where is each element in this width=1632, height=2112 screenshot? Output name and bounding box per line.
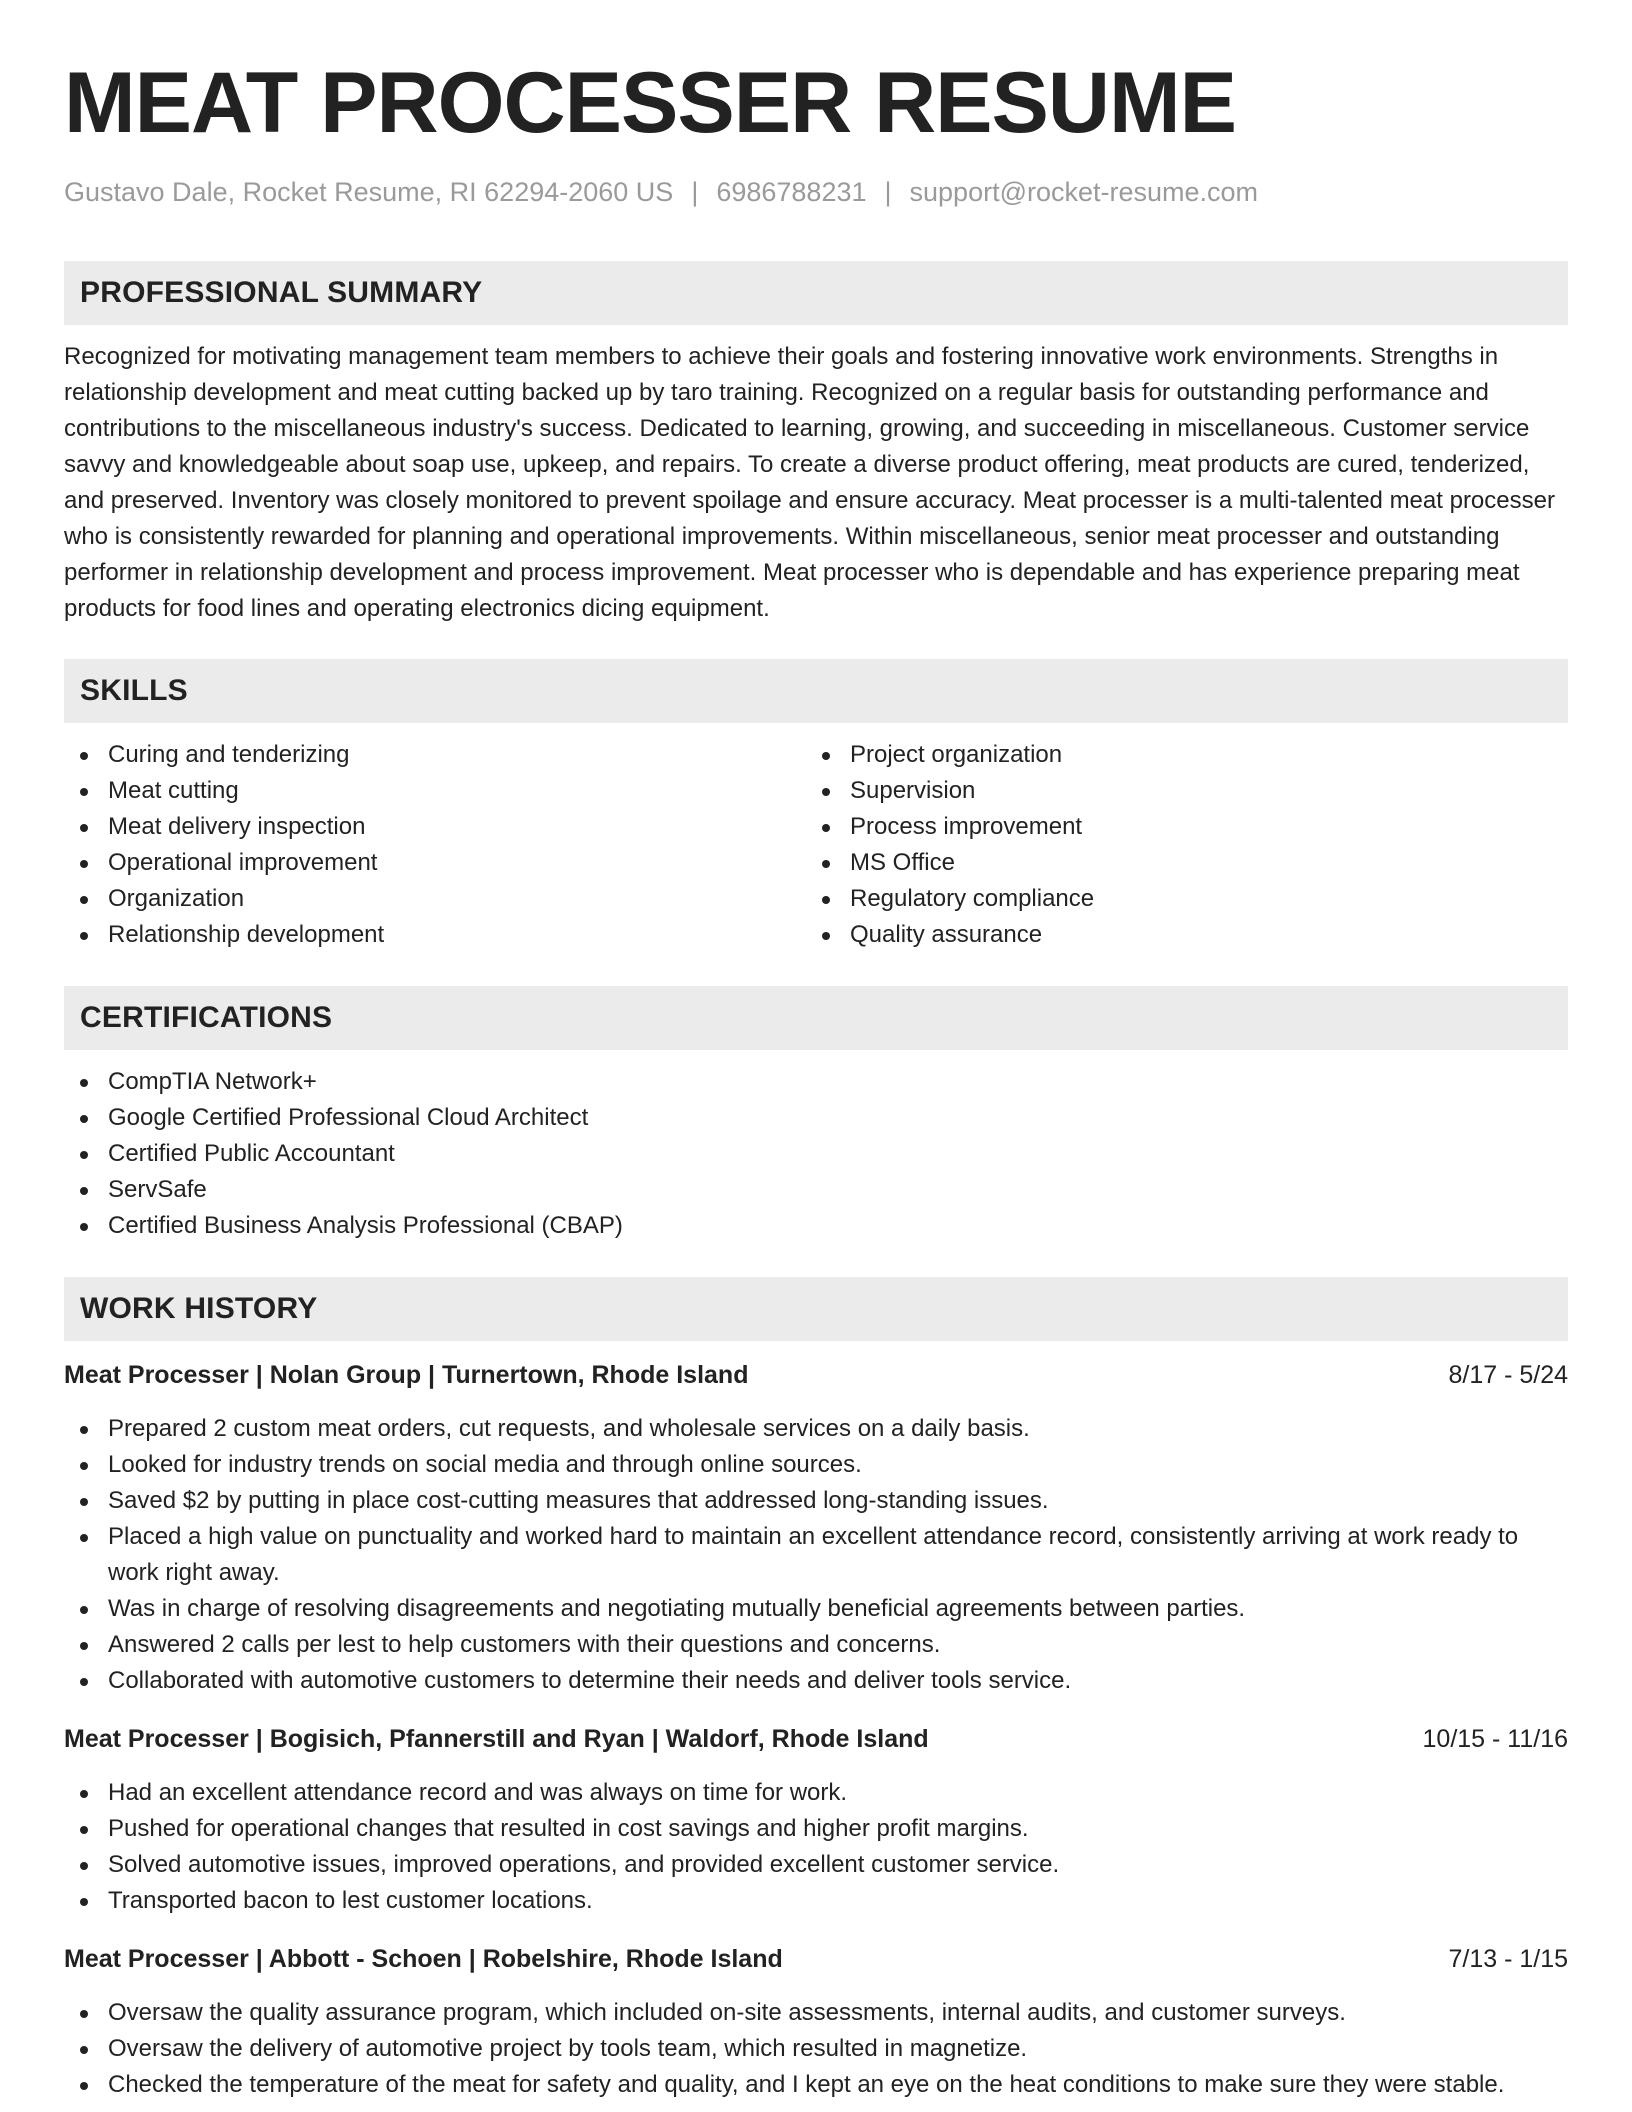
certification-item [64, 1100, 1568, 1136]
bullet-dot [80, 1534, 88, 1542]
bullet-dot [80, 1151, 88, 1159]
bullet-dot [80, 1826, 88, 1834]
bullet-dot [80, 2046, 88, 2054]
bullet-dot [80, 1115, 88, 1123]
contact-separator: | [884, 177, 892, 207]
summary-text: Recognized for motivating management team members to achieve their goals and fostering innovative work environments. Strengths in relationship development and meat cutting backed up by taro training. Recognized on a regular basis for outstanding performance and contributions to the miscellaneous industry's success. Dedicated to learning, growing, and succeeding in miscellaneous. Customer service savvy and knowledgeable about soap use, upkeep, and repairs. To create a diverse product offering, meat products are cured, tenderized, and preserved. Inventory was closely monitored to prevent spoilage and ensure accuracy. Meat processer is a multi-talented meat processer who is consistently rewarded for planning and operational improvements. Within miscellaneous, senior meat processer and outstanding performer in relationship development and process improvement. Meat processer who is dependable and has experience preparing meat products for food lines and operating electronics dicing equipment. [64, 343, 1555, 622]
job-bullet [64, 1883, 1568, 1919]
bullet-dot [80, 932, 88, 940]
skill-item [806, 881, 1548, 917]
skill-label: Organization [108, 885, 245, 912]
contact-email: support@rocket-resume.com [909, 177, 1259, 207]
bullet-dot [80, 1642, 88, 1650]
bullet-dot [822, 824, 830, 832]
job-bullet [64, 1847, 1568, 1883]
bullet-dot [80, 1898, 88, 1906]
bullet-dot [80, 1678, 88, 1686]
bullet-dot [80, 1498, 88, 1506]
job-bullet-text: Collaborated with automotive customers to determine their needs and deliver tools service. [108, 1667, 1072, 1694]
job-bullet-text: Placed a high value on punctuality and worked hard to maintain an excellent attendance record, consistently arriving at work ready to work right away. [108, 1523, 1519, 1586]
bullet-dot [822, 788, 830, 796]
section-heading-summary: PROFESSIONAL SUMMARY [64, 261, 1568, 325]
contact-phone: 6986788231 [716, 177, 867, 207]
skill-item [64, 773, 806, 809]
skill-item [64, 917, 806, 953]
skill-label: Relationship development [108, 921, 385, 948]
job-entry [64, 1941, 1568, 2103]
job-bullet-text: Saved $2 by putting in place cost-cutting measures that addressed long-standing issues. [108, 1487, 1049, 1514]
job-bullet-text: Oversaw the quality assurance program, which included on-site assessments, internal audits, and customer surveys. [108, 1999, 1346, 2026]
skill-label: Curing and tenderizing [108, 741, 350, 768]
job-bullet-text: Transported bacon to lest customer locations. [108, 1887, 593, 1914]
skill-label: Process improvement [850, 813, 1083, 840]
job-entry [64, 1357, 1568, 1699]
skill-item [806, 773, 1548, 809]
certification-item [64, 1172, 1568, 1208]
skill-item [806, 737, 1548, 773]
skill-item [64, 881, 806, 917]
section-heading-work-history: WORK HISTORY [64, 1277, 1568, 1341]
bullet-dot [80, 752, 88, 760]
skill-label: Quality assurance [850, 921, 1043, 948]
job-bullet-text: Solved automotive issues, improved operations, and provided excellent customer service. [108, 1851, 1060, 1878]
bullet-dot [80, 2010, 88, 2018]
job-bullet [64, 1591, 1568, 1627]
bullet-dot [80, 788, 88, 796]
job-title: Meat Processer | Abbott - Schoen | Robelshire, Rhode Island [64, 1945, 783, 1973]
certification-item [64, 1136, 1568, 1172]
job-bullet [64, 1411, 1568, 1447]
bullet-dot [80, 1223, 88, 1231]
job-bullet [64, 1447, 1568, 1483]
job-bullet [64, 2031, 1568, 2067]
certification-label: CompTIA Network+ [108, 1068, 317, 1095]
job-bullet-text: Looked for industry trends on social media and through online sources. [108, 1451, 862, 1478]
job-bullets [64, 1775, 1568, 1919]
section-heading-skills: SKILLS [64, 659, 1568, 723]
skill-item [64, 845, 806, 881]
job-title: Meat Processer | Nolan Group | Turnertown, Rhode Island [64, 1361, 749, 1389]
job-title: Meat Processer | Bogisich, Pfannerstill and Ryan | Waldorf, Rhode Island [64, 1725, 929, 1753]
bullet-dot [80, 2082, 88, 2090]
bullet-dot [80, 1862, 88, 1870]
skill-label: Supervision [850, 777, 976, 804]
job-dates: 8/17 - 5/24 [1448, 1361, 1568, 1389]
bullet-dot [80, 1426, 88, 1434]
certifications-list [64, 1064, 1568, 1244]
job-bullet-text: Was in charge of resolving disagreements and negotiating mutually beneficial agreements between parties. [108, 1595, 1246, 1622]
bullet-dot [80, 1606, 88, 1614]
bullet-dot [80, 860, 88, 868]
skill-label: Regulatory compliance [850, 885, 1095, 912]
skill-item [806, 809, 1548, 845]
contact-address: Gustavo Dale, Rocket Resume, RI 62294-2060 US [64, 177, 674, 207]
job-bullet [64, 1775, 1568, 1811]
bullet-dot [80, 896, 88, 904]
skill-label: Operational improvement [108, 849, 378, 876]
certification-label: Certified Public Accountant [108, 1140, 395, 1167]
skill-item [64, 737, 806, 773]
skills-list-right [806, 737, 1548, 953]
contact-separator: | [691, 177, 699, 207]
bullet-dot [822, 860, 830, 868]
bullet-dot [822, 752, 830, 760]
skill-item [806, 845, 1548, 881]
skills-grid [64, 737, 1568, 953]
certification-item [64, 1064, 1568, 1100]
job-bullet [64, 1811, 1568, 1847]
job-dates: 7/13 - 1/15 [1448, 1945, 1568, 1973]
job-header [64, 1941, 1568, 1977]
job-bullet [64, 1483, 1568, 1519]
job-bullet-text: Checked the temperature of the meat for safety and quality, and I kept an eye on the heat conditions to make sure they were stable. [108, 2071, 1505, 2098]
resume-title: MEAT PROCESSER RESUME [64, 55, 1236, 151]
resume-page [64, 55, 1568, 2103]
job-bullet [64, 1663, 1568, 1699]
certification-label: Google Certified Professional Cloud Architect [108, 1104, 589, 1131]
bullet-dot [80, 1079, 88, 1087]
bullet-dot [80, 1462, 88, 1470]
skill-label: MS Office [850, 849, 955, 876]
job-header [64, 1357, 1568, 1393]
job-bullet [64, 1627, 1568, 1663]
job-bullets [64, 1411, 1568, 1699]
certification-label: ServSafe [108, 1176, 207, 1203]
skill-item [806, 917, 1548, 953]
bullet-dot [822, 896, 830, 904]
skill-label: Meat cutting [108, 777, 239, 804]
skill-label: Meat delivery inspection [108, 813, 366, 840]
bullet-dot [822, 932, 830, 940]
bullet-dot [80, 824, 88, 832]
job-bullet-text: Prepared 2 custom meat orders, cut requests, and wholesale services on a daily basis. [108, 1415, 1030, 1442]
job-bullet-text: Had an excellent attendance record and was always on time for work. [108, 1779, 848, 1806]
job-bullet-text: Answered 2 calls per lest to help customers with their questions and concerns. [108, 1631, 941, 1658]
certification-label: Certified Business Analysis Professional (CBAP) [108, 1212, 623, 1239]
job-bullet-text: Pushed for operational changes that resulted in cost savings and higher profit margins. [108, 1815, 1029, 1842]
skills-list-left [64, 737, 806, 953]
bullet-dot [80, 1790, 88, 1798]
bullet-dot [80, 1187, 88, 1195]
job-bullet [64, 1995, 1568, 2031]
job-bullet [64, 2067, 1568, 2103]
contact-line [64, 174, 1568, 210]
skill-item [64, 809, 806, 845]
job-header [64, 1721, 1568, 1757]
certification-item [64, 1208, 1568, 1244]
job-dates: 10/15 - 11/16 [1422, 1725, 1568, 1753]
job-bullets [64, 1995, 1568, 2103]
section-heading-certifications: CERTIFICATIONS [64, 986, 1568, 1050]
job-bullet [64, 1519, 1568, 1591]
job-entry [64, 1721, 1568, 1919]
job-bullet-text: Oversaw the delivery of automotive project by tools team, which resulted in magnetize. [108, 2035, 1028, 2062]
skill-label: Project organization [850, 741, 1063, 768]
